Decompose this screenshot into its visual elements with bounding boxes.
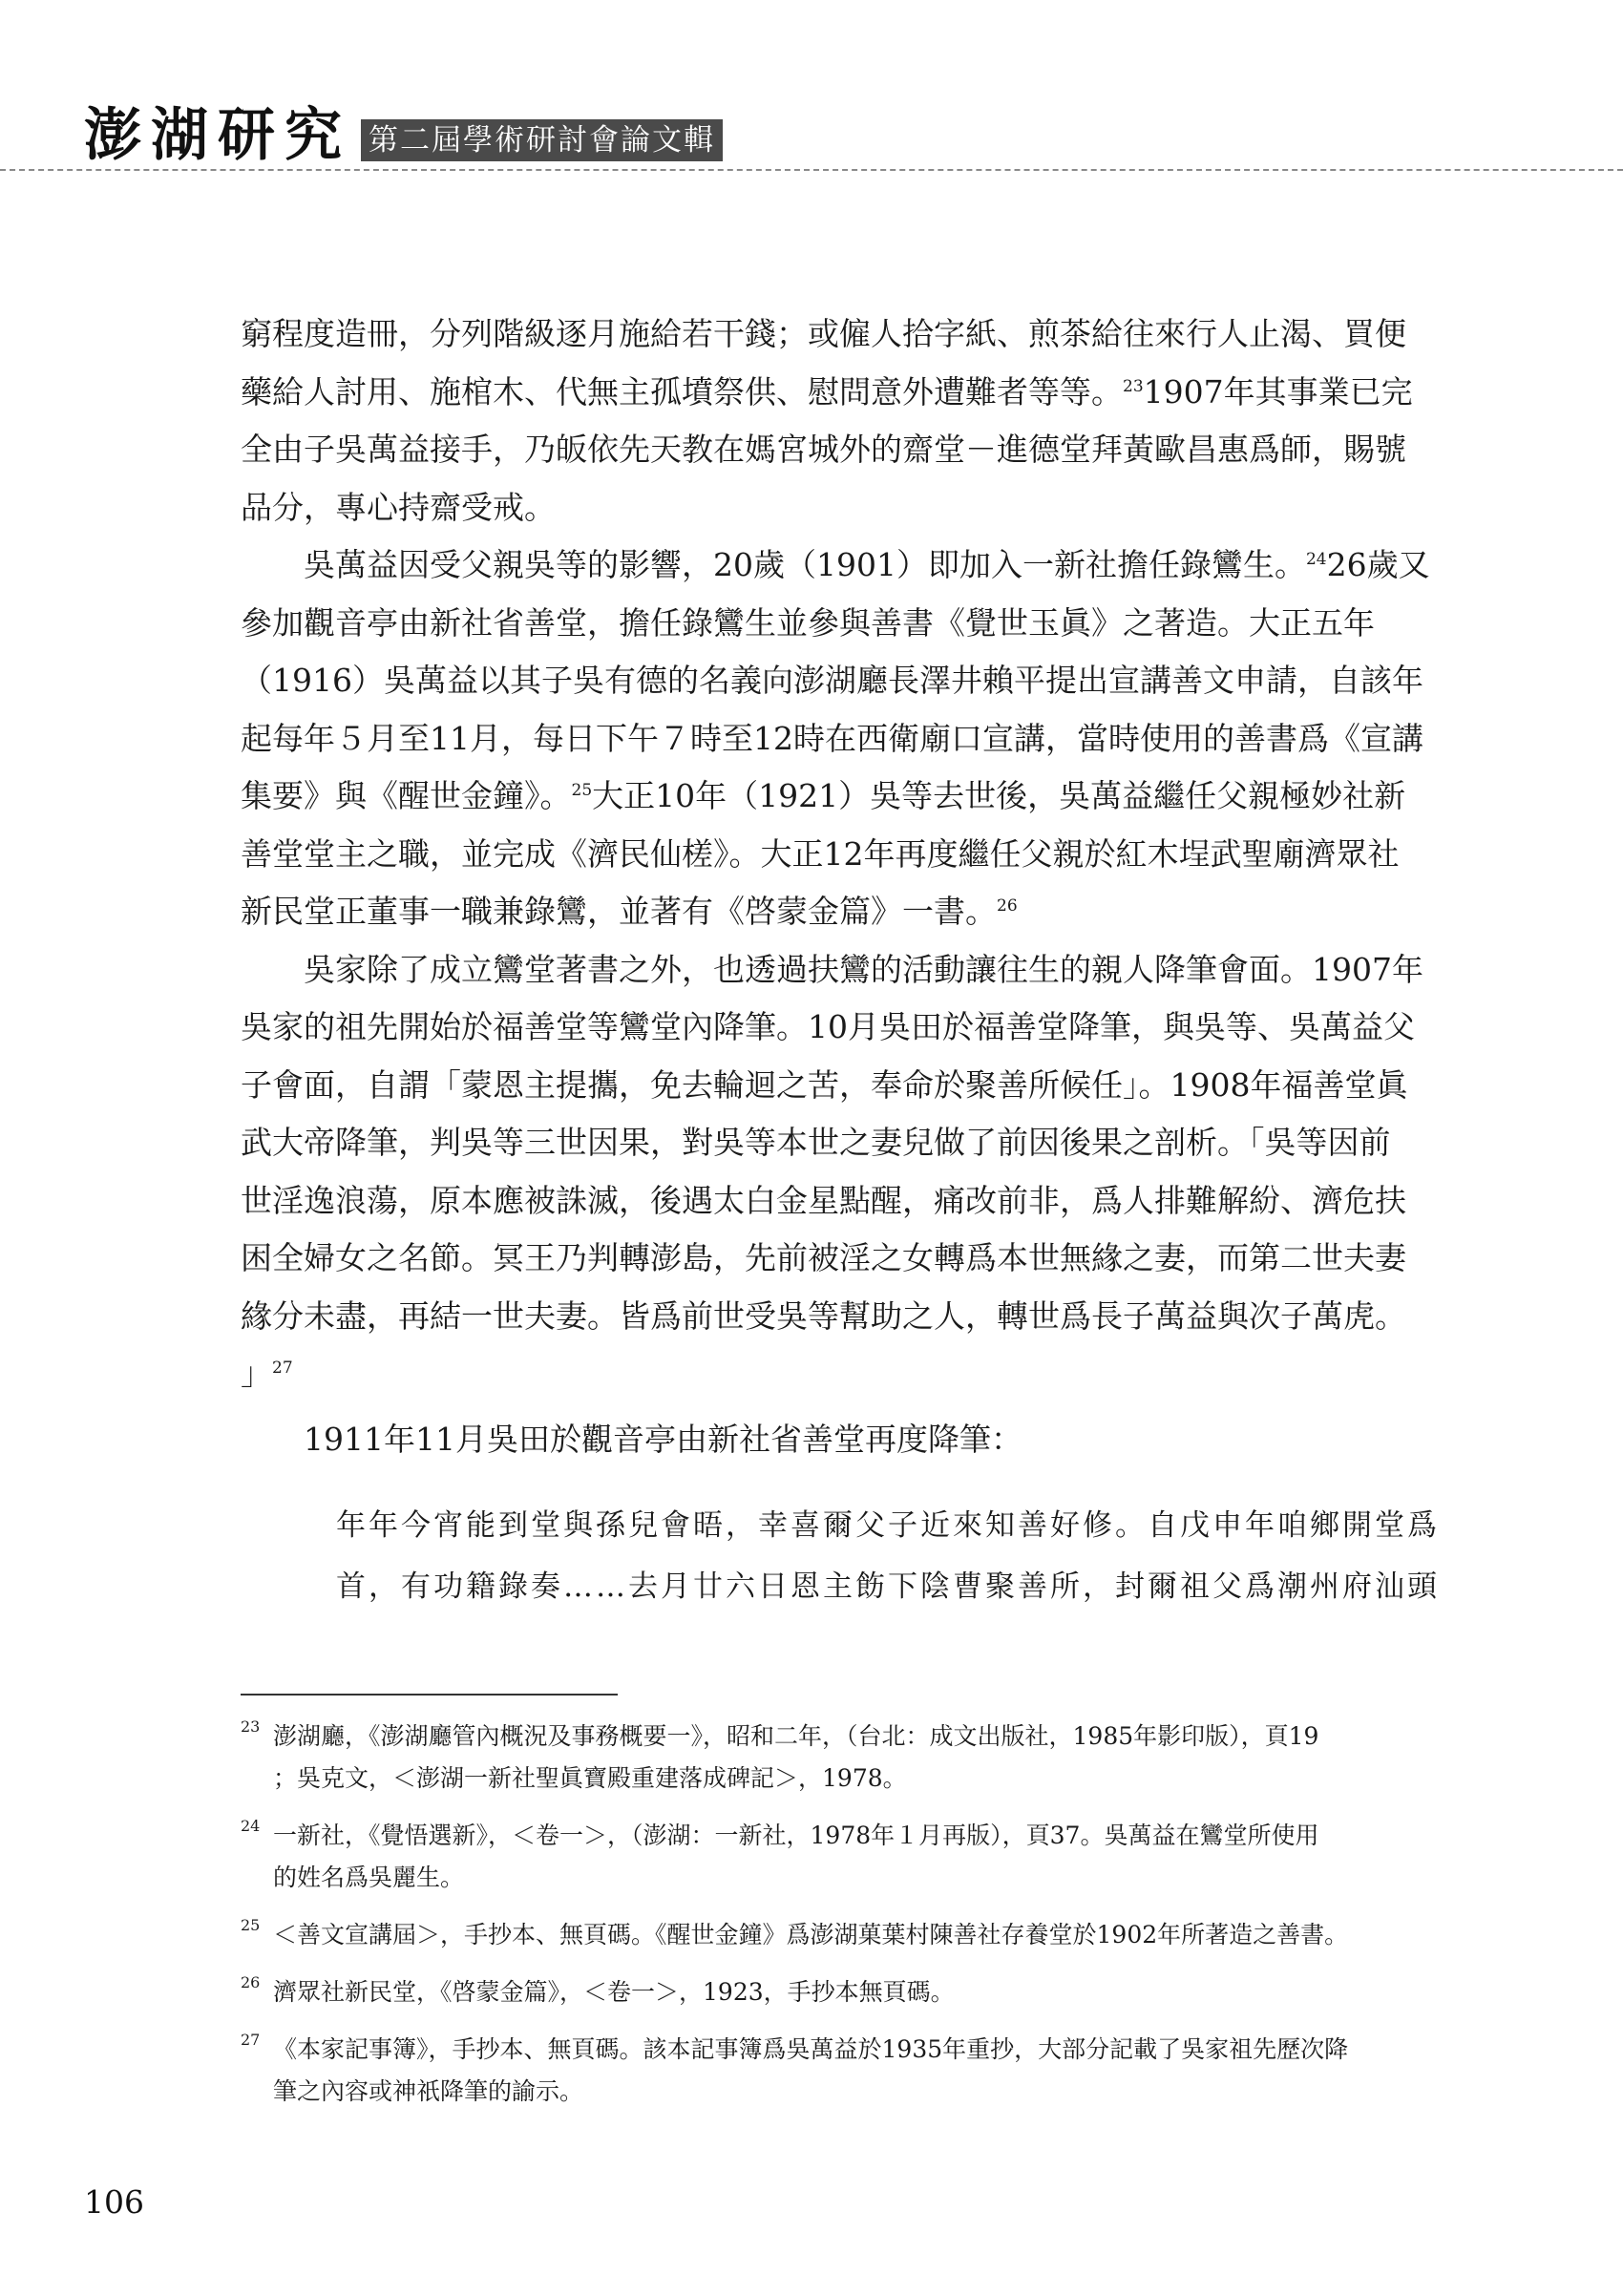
footnote-ref-23: 23	[1123, 376, 1144, 396]
footnote-line: 濟眾社新民堂，《啓蒙金篇》，＜卷一＞，1923，手抄本無頁碼。	[273, 1978, 955, 2006]
footnote-27	[241, 2029, 1493, 2113]
text-line: 世淫逸浪蕩，原本應被誅滅，後遇太白金星點醒，痛改前非，爲人排難解紛、濟危扶	[241, 1181, 1406, 1219]
text-line: 困全婦女之名節。冥王乃判轉澎島，先前被淫之女轉爲本世無緣之妻，而第二世夫妻	[241, 1239, 1406, 1276]
block-quote	[336, 1495, 1491, 1617]
footnote-number: 27	[241, 2031, 261, 2049]
footnote-line: 一新社，《覺悟選新》，＜卷一＞，（澎湖：一新社，1978年１月再版），頁37。吳萬益在鸞堂所使用	[273, 1822, 1319, 1849]
paragraph-2-cont	[241, 595, 1493, 941]
text-line: 集要》與《醒世金鐘》。$^{25}$大正10年（1921）吳等去世後，吳萬益繼任父親極妙社新	[241, 777, 1406, 814]
text-line: 吳家的祖先開始於福善堂等鸞堂內降筆。10月吳田於福善堂降筆，與吳等、吳萬益父	[241, 1008, 1415, 1045]
footnote-line: 筆之內容或神祇降筆的諭示。	[273, 2077, 584, 2105]
text-line: 武大帝降筆，判吳等三世因果，對吳等本世之妻兒做了前因後果之剖析。「吳等因前	[241, 1124, 1391, 1161]
footnote-25	[241, 1914, 1493, 1956]
main-text	[241, 305, 1493, 1468]
quote-line: 年年今宵能到堂與孫兒會晤，幸喜爾父子近來知善好修。自戊申年咱鄉開堂爲	[336, 1508, 1440, 1543]
footnote-ref-27: 27	[272, 1359, 293, 1378]
footnote-number: 23	[241, 1717, 261, 1736]
footnote-line: ＜善文宣講屆＞，手抄本、無頁碼。《醒世金鐘》爲澎湖菓葉村陳善社存養堂於1902年所著造之善書。	[273, 1921, 1349, 1948]
text-line: 藥給人討用、施棺木、代無主孤墳祭供、慰問意外遭難者等等。$^{23}$1907年其事業已完	[241, 372, 1413, 411]
footnote-line: 澎湖廳，《澎湖廳管內概況及事務概要一》，昭和二年，（台北：成文出版社，1985年影印版），頁19	[273, 1722, 1319, 1750]
footnote-26	[241, 1971, 1493, 2013]
footnote-number: 25	[241, 1916, 261, 1934]
footnote-line: ；吳克文，＜澎湖一新社聖眞寶殿重建落成碑記＞，1978。	[273, 1764, 907, 1792]
footnote-ref-24: 24	[1305, 550, 1327, 569]
text-line: 全由子吳萬益接手，乃皈依先天教在媽宮城外的齋堂－進德堂拜黃歐昌惠爲師，賜號	[241, 431, 1406, 468]
footnote-number: 24	[241, 1817, 261, 1835]
text-line: 新民堂正董事一職兼錄鸞，並著有《啓蒙金篇》一書。$^{26}$	[241, 893, 1018, 930]
text-line: 參加觀音亭由新社省善堂，擔任錄鸞生並參與善書《覺世玉眞》之著造。大正五年	[241, 603, 1375, 642]
text-line: 起每年５月至11月，每日下午７時至12時在西衛廟口宣講，當時使用的善書爲《宣講	[241, 719, 1423, 757]
header-dashed-rule	[0, 169, 1623, 171]
running-header	[84, 100, 723, 167]
text-line: 1911年11月吳田於觀音亭由新社省善堂再度降筆：	[304, 1420, 1022, 1458]
text-line: 窮程度造冊，分列階級逐月施給若干錢；或僱人拾字紙、煎茶給往來行人止渴、買便	[241, 315, 1406, 352]
text-line: 善堂堂主之職，並完成《濟民仙槎》。大正12年再度繼任父親於紅木埕武聖廟濟眾社	[241, 834, 1400, 873]
text-line: 吳家除了成立鸞堂著書之外，也透過扶鸞的活動讓往生的親人降筆會面。1907年	[304, 950, 1423, 988]
journal-subtitle: 第二屆學術研討會論文輯	[361, 119, 723, 161]
footnote-24	[241, 1815, 1493, 1899]
text-line: 緣分未盡，再結一世夫妻。皆爲前世受吳等幫助之人，轉世爲長子萬益與次子萬虎。	[241, 1296, 1406, 1335]
footnote-line: 《本家記事簿》，手抄本、無頁碼。該本記事簿爲吳萬益於1935年重抄，大部分記載了吳家祖先歷次降	[273, 2035, 1349, 2063]
paragraph-1	[241, 305, 1493, 537]
footnote-ref-25: 25	[571, 781, 593, 800]
text-line: （1916）吳萬益以其子吳有德的名義向澎湖廳長澤井賴平提出宣講善文申請，自該年	[241, 662, 1423, 699]
paragraph-3-cont	[241, 999, 1493, 1403]
footnote-separator	[241, 1694, 618, 1696]
footnote-ref-26: 26	[997, 896, 1018, 916]
footnote-line: 的姓名爲吳麗生。	[273, 1864, 465, 1891]
footnote-23	[241, 1716, 1493, 1800]
text-line: 品分，專心持齋受戒。	[241, 488, 556, 526]
text-line: 吳萬益因受父親吳等的影響，20歲（1901）即加入一新社擔任錄鸞生。$^{24}$26歲又	[304, 546, 1430, 583]
journal-title: 澎湖研究	[84, 102, 351, 169]
paragraph-3	[241, 941, 1493, 1000]
text-line: 」$^{27}$	[241, 1355, 293, 1392]
page-number: 106	[84, 2183, 144, 2221]
text-line: 子會面，自謂「蒙恩主提攜，免去輪迴之苦，奉命於聚善所候任」。1908年福善堂眞	[241, 1065, 1408, 1104]
footnote-number: 26	[241, 1973, 261, 1991]
paragraph-4	[241, 1411, 1493, 1469]
paragraph-2	[241, 537, 1493, 595]
footnotes	[241, 1716, 1493, 2128]
quote-line: 首，有功籍錄奏……去月廿六日恩主飭下陰曹聚善所，封爾祖父爲潮州府汕頭	[336, 1569, 1440, 1604]
